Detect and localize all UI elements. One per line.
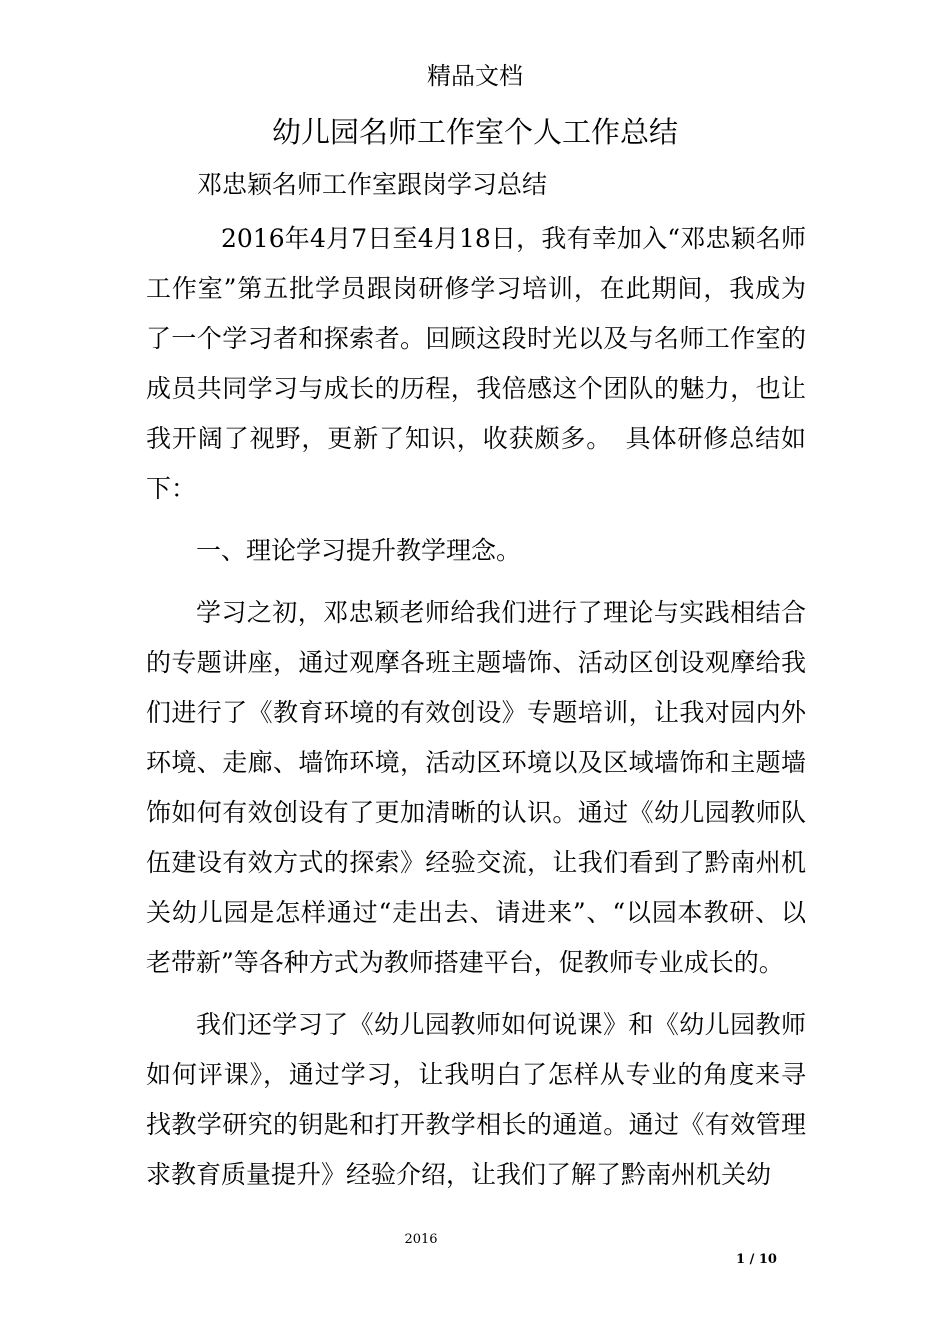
paragraph-theory: 学习之初，邓忠颖老师给我们进行了理论与实践相结合的专题讲座，通过观摩各班主题墙饰、活动区创设观摩给我们进行了《教育环境的有效创设》专题培训，让我对园内外环境、走廊、墙饰环境，活动区环境以及区域墙饰和主题墙饰如何有效创设有了更加清晰的认识。通过《幼儿园教师队伍建设有效方式的探索》经验交流，让我们看到了黔南州机关幼儿园是怎样通过“走出去、请进来”、“以园本教研、以老带新”等各种方式为教师搭建平台，促教师专业成长的。 [146,598,806,977]
page-header: 精品文档 [427,62,523,90]
page-number: 1 / 10 [736,1252,777,1267]
section-heading: 一、理论学习提升教学理念。 [196,536,522,565]
page-footer: 2016 [404,1232,438,1247]
document-title: 幼儿园名师工作室个人工作总结 [271,115,678,149]
paragraph-lessons: 我们还学习了《幼儿园教师如何说课》和《幼儿园教师如何评课》，通过学习，让我明白了怎样从专业的角度来寻找教学研究的钥匙和打开教学相长的通道。通过《有效管理求教育质量提升》经验介绍，让我们了解了黔南州机关幼 [146,1010,806,1189]
paragraph-intro: 2016年4月7日至4月18日，我有幸加入“邓忠颖名师工作室”第五批学员跟岗研修学习培训，在此期间，我成为了一个学习者和探索者。回顾这段时光以及与名师工作室的成员共同学习与成长的历程，我倍感这个团队的魅力，也让我开阔了视野，更新了知识，收获颇多。 具体研修总结如下： [146,224,806,503]
document-body [146,214,806,1200]
document-subtitle: 邓忠颖名师工作室跟岗学习总结 [197,170,548,199]
